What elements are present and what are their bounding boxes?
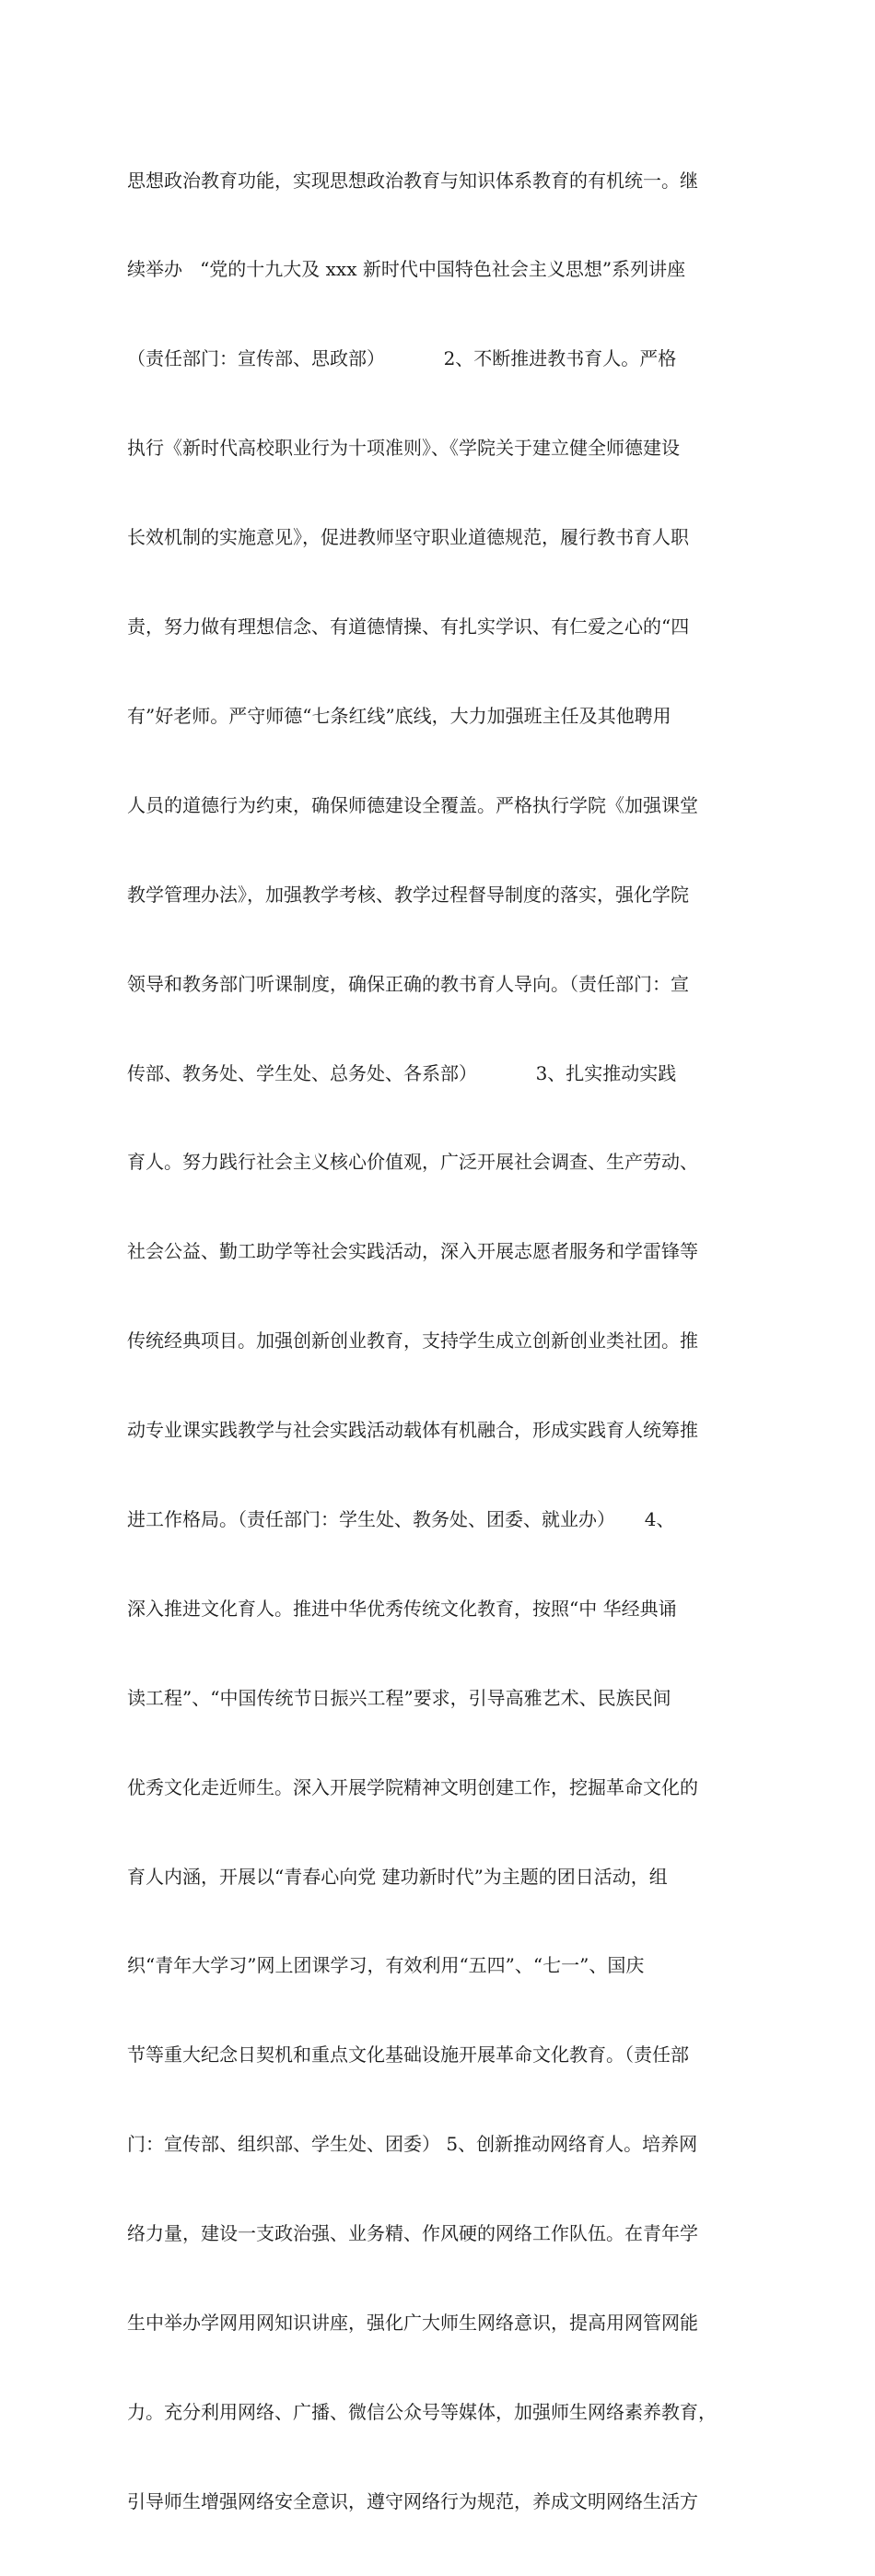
text-line: 进工作格局。（责任部门：学生处、教务处、团委、就业办） 4、 — [127, 1507, 675, 1530]
text-line: 长效机制的实施意见》，促进教师坚守职业道德规范，履行教书育人职 — [127, 526, 689, 549]
text-line: 育人内涵，开展以“青春心向党 建功新时代”为主题的团日活动，组 — [127, 1865, 668, 1888]
text-line: 人员的道德行为约束，确保师德建设全覆盖。严格执行学院《加强课堂 — [127, 793, 698, 816]
text-line: 育人。努力践行社会主义核心价值观，广泛开展社会调查、生产劳动、 — [127, 1151, 698, 1174]
text-line: 续举办 “党的十九大及 xxx 新时代中国特色社会主义思想”系列讲座 — [127, 258, 686, 281]
text-line: 优秀文化走近师生。深入开展学院精神文明创建工作，挖掘革命文化的 — [127, 1775, 698, 1798]
text-line: 络力量，建设一支政治强、业务精、作风硬的网络工作队伍。在青年学 — [127, 2222, 698, 2245]
text-line: 传统经典项目。加强创新创业教育，支持学生成立创新创业类社团。推 — [127, 1329, 698, 1352]
text-line: 社会公益、勤工助学等社会实践活动，深入开展志愿者服务和学雷锋等 — [127, 1240, 698, 1263]
text-line: 思想政治教育功能，实现思想政治教育与知识体系教育的有机统一。继 — [127, 169, 698, 192]
text-line: 教学管理办法》，加强教学考核、教学过程督导制度的落实，强化学院 — [127, 883, 689, 906]
text-line: 责，努力做有理想信念、有道德情操、有扎实学识、有仁爱之心的“四 — [127, 615, 690, 638]
text-line: 有”好老师。严守师德“七条红线”底线，大力加强班主任及其他聘用 — [127, 704, 671, 727]
text-line: 传部、教务处、学生处、总务处、各系部） 3、扎实推动实践 — [127, 1061, 677, 1084]
text-line: 门：宣传部、组织部、学生处、团委） 5、创新推动网络育人。培养网 — [127, 2133, 698, 2156]
text-line: 织“青年大学习”网上团课学习，有效利用“五四”、“七一”、国庆 — [127, 1954, 645, 1977]
text-line: 力。充分利用网络、广播、微信公众号等媒体，加强师生网络素养教育， — [127, 2400, 717, 2423]
text-line: 领导和教务部门听课制度，确保正确的教书育人导向。（责任部门：宣 — [127, 972, 689, 995]
text-line: 引导师生增强网络安全意识，遵守网络行为规范，养成文明网络生活方 — [127, 2489, 698, 2512]
text-line: 节等重大纪念日契机和重点文化基础设施开展革命文化教育。（责任部 — [127, 2043, 689, 2067]
text-line: 生中举办学网用网知识讲座，强化广大师生网络意识，提高用网管网能 — [127, 2311, 698, 2334]
text-line: （责任部门：宣传部、思政部） 2、不断推进教书育人。严格 — [127, 347, 677, 370]
body-paragraph — [127, 106, 763, 2576]
text-line: 动专业课实践教学与社会实践活动载体有机融合，形成实践育人统筹推 — [127, 1419, 698, 1442]
text-line: 深入推进文化育人。推进中华优秀传统文化教育，按照“中 华经典诵 — [127, 1597, 677, 1620]
text-line: 执行《新时代高校职业行为十项准则》、《学院关于建立健全师德建设 — [127, 437, 680, 460]
text-line: 读工程”、“中国传统节日振兴工程”要求，引导高雅艺术、民族民间 — [127, 1686, 671, 1709]
